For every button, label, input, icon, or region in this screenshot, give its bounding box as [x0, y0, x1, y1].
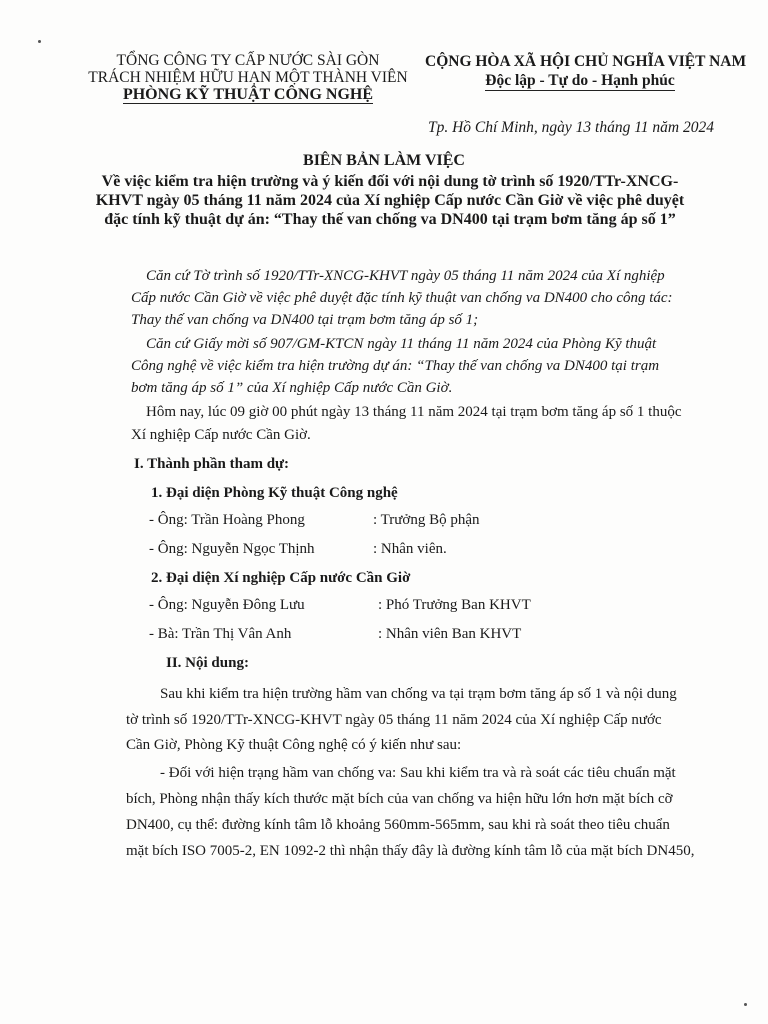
org-department: PHÒNG KỸ THUẬT CÔNG NGHỆ: [122, 86, 374, 103]
basis-1-line-3: Thay thế van chống va DN400 tại trạm bơm tăng áp số 1;: [131, 312, 479, 328]
member-role: : Phó Trưởng Ban KHVT: [378, 597, 531, 613]
member-role: : Nhân viên Ban KHVT: [378, 626, 522, 642]
member-name: - Ông: Nguyễn Ngọc Thịnh: [149, 541, 315, 557]
content-para-1-line-3: Cần Giờ, Phòng Kỹ thuật Công nghệ có ý kiến như sau:: [126, 737, 462, 753]
content-para-2-line-4: mặt bích ISO 7005-2, EN 1092-2 thì nhận thấy đây là đường kính tâm lỗ của mặt bích DN450,: [126, 843, 695, 859]
group-1-heading: 1. Đại diện Phòng Kỹ thuật Công nghệ: [151, 485, 398, 501]
basis-2-line-2: Công nghệ về việc kiểm tra hiện trường dự án: “Thay thế van chống va DN400 tại trạm: [131, 358, 660, 374]
scan-speck: [744, 1003, 747, 1006]
member-name: - Bà: Trần Thị Vân Anh: [149, 626, 292, 642]
content-para-2-line-1: - Đối với hiện trạng hầm van chống va: Sau khi kiểm tra và rà soát các tiêu chuẩn mặt: [160, 765, 676, 781]
section-1-heading: I. Thành phần tham dự:: [134, 456, 290, 472]
document-subject: Về việc kiểm tra hiện trường và ý kiến đối với nội dung tờ trình số 1920/TTr-XNCG-KHVT ngày 05 tháng 11 năm 2024 của Xí nghiệp Cấp nước Cần Giờ về việc phê duyệt đặc tính kỹ thuật dự án: “Thay thế van chống va DN400 tại trạm bơm tăng áp số 1”: [95, 173, 685, 228]
org-line-2: TRÁCH NHIỆM HỮU HẠN MỘT THÀNH VIÊN: [88, 69, 408, 86]
basis-1-line-2: Cấp nước Cần Giờ về việc phê duyệt đặc tính kỹ thuật van chống va DN400 cho công tác:: [131, 290, 673, 306]
member-name: - Ông: Nguyễn Đông Lưu: [149, 597, 305, 613]
section-2-heading: II. Nội dung:: [166, 655, 249, 671]
member-role: : Trưởng Bộ phận: [373, 512, 480, 528]
content-para-2-line-3: DN400, cụ thể: đường kính tâm lỗ khoảng 560mm-565mm, sau khi rà soát theo tiêu chuẩn: [126, 817, 670, 833]
member-name: - Ông: Trần Hoàng Phong: [149, 512, 305, 528]
document-date: Tp. Hồ Chí Minh, ngày 13 tháng 11 năm 2024: [427, 119, 714, 136]
intro-line-1: Hôm nay, lúc 09 giờ 00 phút ngày 13 tháng 11 năm 2024 tại trạm bơm tăng áp số 1 thuộc: [146, 404, 682, 420]
organization-header: [78, 52, 418, 103]
nation-name: CỘNG HÒA XÃ HỘI CHỦ NGHĨA VIỆT NAM: [425, 53, 747, 70]
content-para-1-line-2: tờ trình số 1920/TTr-XNCG-KHVT ngày 05 tháng 11 năm 2024 của Xí nghiệp Cấp nước: [126, 712, 662, 728]
group-2-heading: 2. Đại diện Xí nghiệp Cấp nước Cần Giờ: [151, 570, 411, 586]
content-para-1-line-1: Sau khi kiểm tra hiện trường hầm van chống va tại trạm bơm tăng áp số 1 và nội dung: [160, 686, 677, 702]
basis-2-line-3: bơm tăng áp số 1” của Xí nghiệp Cấp nước Cần Giờ.: [131, 380, 453, 396]
org-line-1: TỔNG CÔNG TY CẤP NƯỚC SÀI GÒN: [116, 52, 380, 69]
basis-2-line-1: Căn cứ Giấy mời số 907/GM-KTCN ngày 11 tháng 11 năm 2024 của Phòng Kỹ thuật: [146, 336, 657, 352]
content-para-2-line-2: bích, Phòng nhận thấy kích thước mặt bích của van chống va hiện hữu lớn hơn mặt bích cỡ: [126, 791, 673, 807]
scan-speck: [38, 40, 41, 43]
member-role: : Nhân viên.: [373, 541, 447, 557]
national-header: [425, 52, 747, 90]
intro-line-2: Xí nghiệp Cấp nước Cần Giờ.: [131, 427, 311, 443]
nation-motto: Độc lập - Tự do - Hạnh phúc: [485, 72, 675, 89]
document-title: BIÊN BẢN LÀM VIỆC: [303, 152, 465, 169]
basis-1-line-1: Căn cứ Tờ trình số 1920/TTr-XNCG-KHVT ngày 05 tháng 11 năm 2024 của Xí nghiệp: [146, 268, 665, 284]
